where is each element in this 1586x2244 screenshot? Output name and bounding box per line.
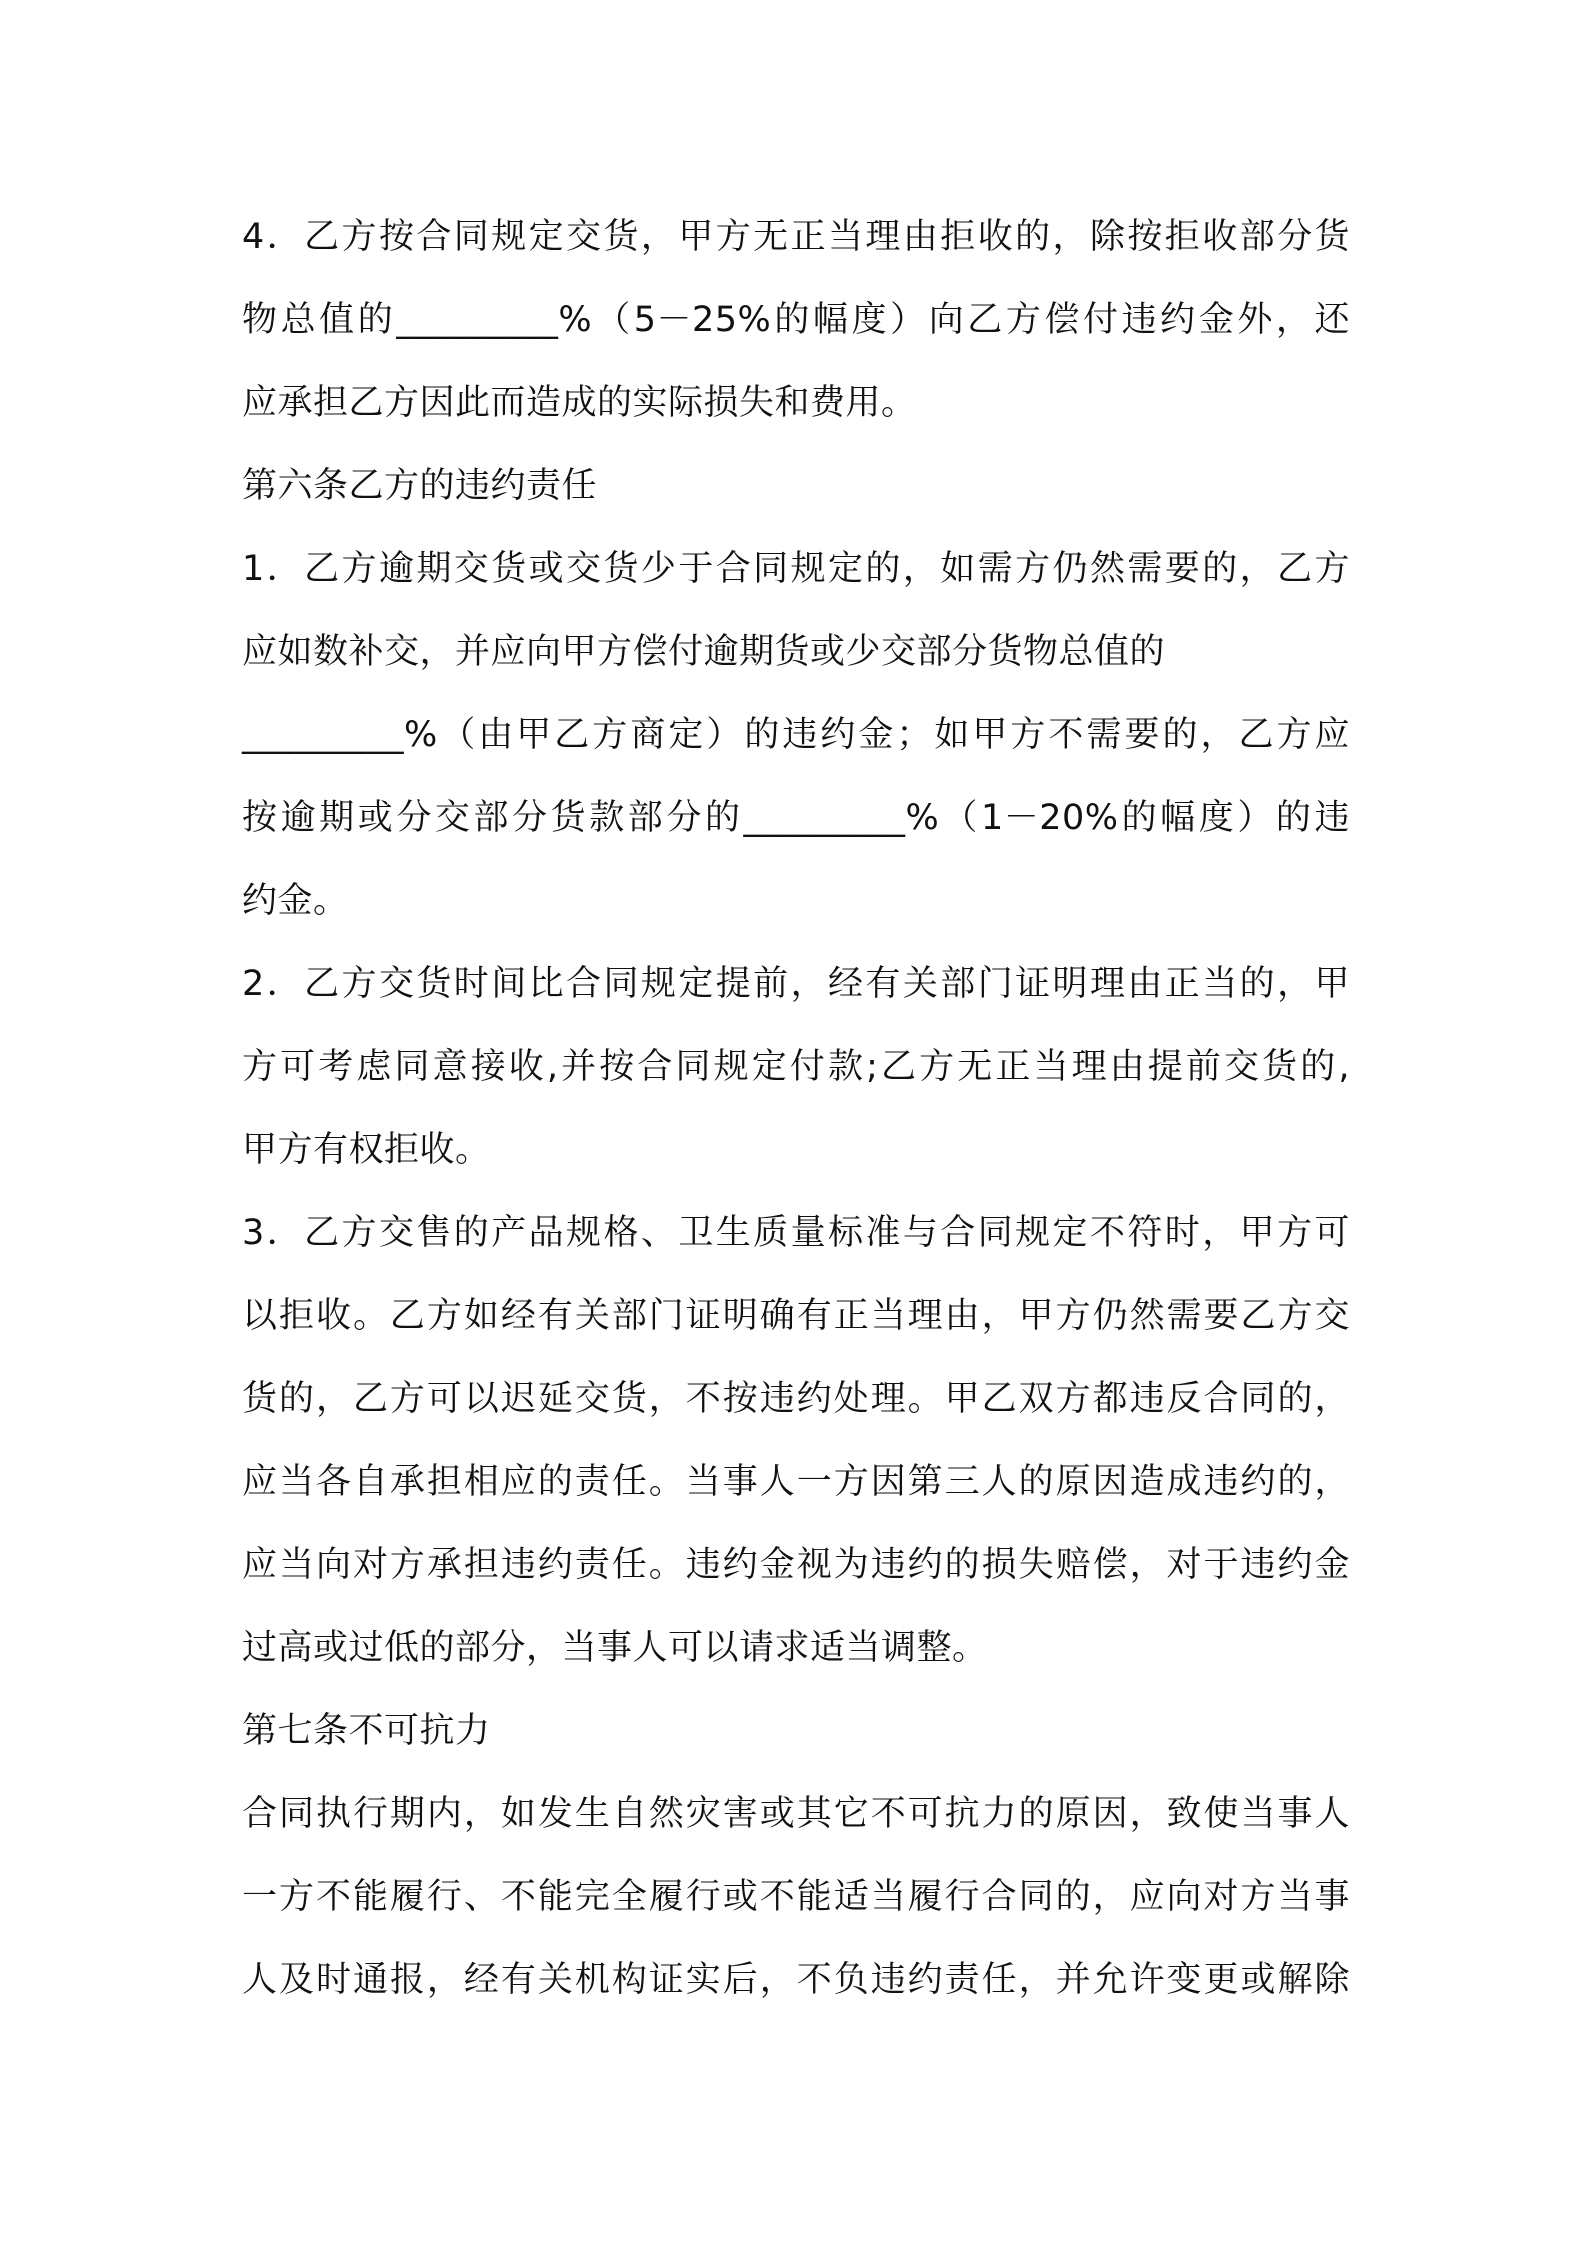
text-line: 一方不能履行、不能完全履行或不能适当履行合同的，应向对方当事 — [242, 1877, 1350, 1917]
text-line: 物总值的_________%（5－25%的幅度）向乙方偿付违约金外，还 — [242, 300, 1350, 340]
text-line: 以拒收。乙方如经有关部门证明确有正当理由，甲方仍然需要乙方交 — [242, 1296, 1350, 1336]
article-7-heading: 第七条不可抗力 — [242, 1711, 491, 1751]
text-line: 1．乙方逾期交货或交货少于合同规定的，如需方仍然需要的，乙方 — [242, 549, 1350, 589]
article-6-item-2 — [242, 943, 1350, 1192]
text-line: 4．乙方按合同规定交货，甲方无正当理由拒收的，除按拒收部分货 — [242, 217, 1350, 257]
text-line: 过高或过低的部分，当事人可以请求适当调整。 — [242, 1628, 988, 1668]
text-line: 约金。 — [242, 881, 349, 921]
text-line: 应当向对方承担违约责任。违约金视为违约的损失赔偿，对于违约金 — [242, 1545, 1350, 1585]
text-line: _________%（由甲乙方商定）的违约金；如甲方不需要的，乙方应 — [242, 715, 1350, 755]
text-line: 合同执行期内，如发生自然灾害或其它不可抗力的原因，致使当事人 — [242, 1794, 1350, 1834]
text-line: 货的，乙方可以迟延交货，不按违约处理。甲乙双方都违反合同的， — [242, 1379, 1350, 1419]
article-7-body — [242, 1773, 1350, 2022]
text-line: 应承担乙方因此而造成的实际损失和费用。 — [242, 383, 917, 423]
clause-item-4 — [242, 196, 1350, 445]
text-line: 3．乙方交售的产品规格、卫生质量标准与合同规定不符时，甲方可 — [242, 1213, 1350, 1253]
article-6-item-3 — [242, 1192, 1350, 1690]
text-line: 应当各自承担相应的责任。当事人一方因第三人的原因造成违约的， — [242, 1462, 1350, 1502]
article-6-item-1 — [242, 528, 1350, 943]
text-line: 2．乙方交货时间比合同规定提前，经有关部门证明理由正当的，甲 — [242, 964, 1350, 1004]
document-page — [242, 196, 1350, 2022]
text-line: 方可考虑同意接收,并按合同规定付款;乙方无正当理由提前交货的, — [242, 1047, 1350, 1087]
text-line: 按逾期或分交部分货款部分的_________%（1－20%的幅度）的违 — [242, 798, 1350, 838]
text-line: 应如数补交，并应向甲方偿付逾期货或少交部分货物总值的 — [242, 632, 1166, 672]
text-line: 人及时通报，经有关机构证实后，不负违约责任，并允许变更或解除 — [242, 1960, 1350, 2000]
article-6-heading: 第六条乙方的违约责任 — [242, 466, 598, 506]
text-line: 甲方有权拒收。 — [242, 1130, 491, 1170]
